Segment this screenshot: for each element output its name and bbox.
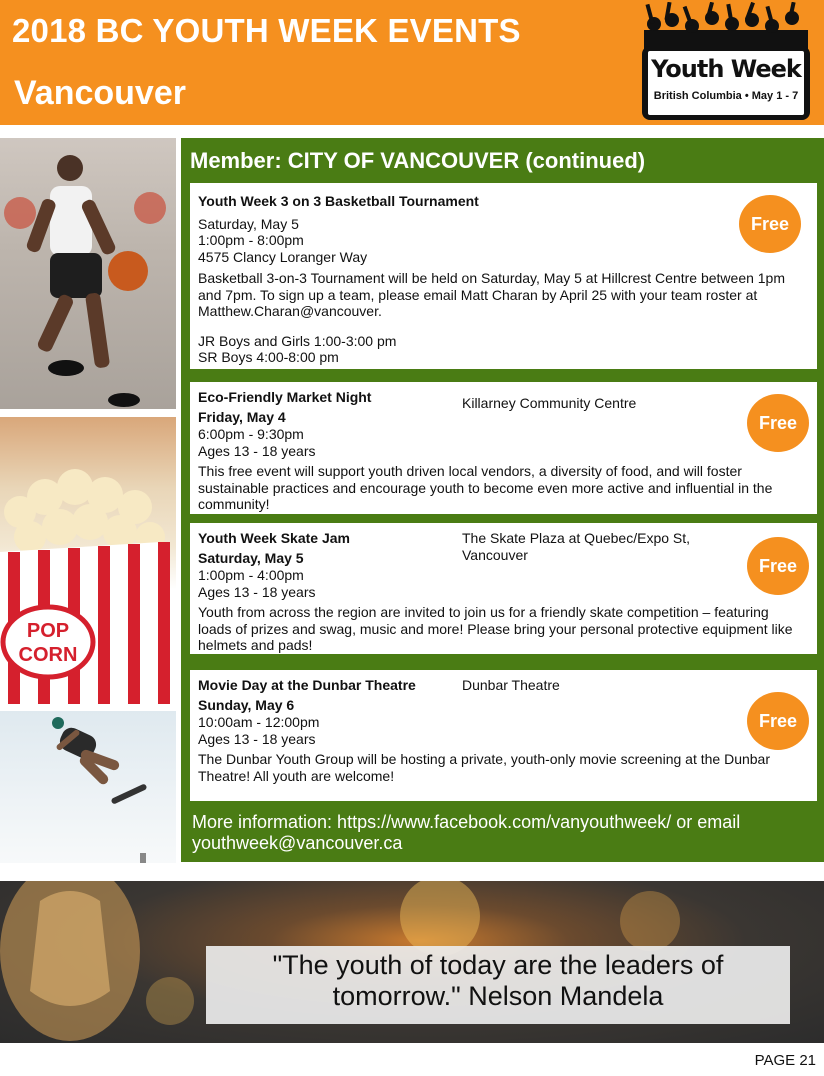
event-ages: Ages 13 - 18 years: [198, 731, 316, 747]
quote-banner: [0, 881, 824, 1043]
logo-tagline: British Columbia • May 1 - 7: [653, 90, 799, 102]
event-note: SR Boys 4:00-8:00 pm: [198, 349, 339, 365]
page-title: 2018 BC YOUTH WEEK EVENTS: [12, 12, 521, 49]
event-title: Movie Day at the Dunbar Theatre: [198, 677, 416, 693]
svg-text:POP: POP: [26, 620, 70, 642]
skateboarder-photo: [0, 711, 176, 863]
event-card-basketball: [190, 183, 817, 369]
member-heading: Member: CITY OF VANCOUVER (continued): [190, 148, 646, 173]
events-panel: [181, 138, 824, 862]
basketball-player-photo: [0, 138, 176, 409]
event-location: Killarney Community Centre: [462, 395, 637, 411]
youth-week-logo: [640, 2, 812, 122]
event-card-skate: [190, 523, 817, 654]
event-description: This free event will support youth driven local vendors, a diversity of food, and will foster sustainable practices and encourage youth to become even more active and influential in the community!: [198, 463, 773, 512]
free-badge: Free: [747, 537, 809, 595]
event-date: Friday, May 4: [198, 409, 286, 425]
event-description: Youth from across the region are invited to join us for a friendly skate competition – featuring loads of prizes and swag, music and more! Please bring your personal protective equipment like helmets and pads!: [198, 604, 793, 653]
page-header: [0, 0, 824, 125]
free-badge: Free: [747, 394, 809, 452]
event-card-market: [190, 382, 817, 514]
svg-text:CORN: CORN: [18, 644, 78, 666]
more-information: More information: https://www.facebook.com/vanyouthweek/ or email youthweek@vancouver.ca: [192, 812, 741, 853]
page-number: PAGE 21: [754, 1052, 816, 1069]
event-date: Sunday, May 6: [198, 697, 295, 713]
event-note: JR Boys and Girls 1:00-3:00 pm: [198, 333, 397, 349]
event-time: 1:00pm - 8:00pm: [198, 232, 304, 248]
free-badge: Free: [747, 692, 809, 750]
event-ages: Ages 13 - 18 years: [198, 584, 316, 600]
event-description: The Dunbar Youth Group will be hosting a private, youth-only movie screening at the Dunbar Theatre! All youth are welcome!: [198, 751, 771, 784]
event-ages: Ages 13 - 18 years: [198, 443, 316, 459]
event-title: Eco-Friendly Market Night: [198, 389, 372, 405]
event-time: 6:00pm - 9:30pm: [198, 426, 304, 442]
crowd-silhouette-icon: [640, 2, 812, 52]
event-date: Saturday, May 5: [198, 550, 304, 566]
event-card-movie: [190, 670, 817, 801]
event-date: Saturday, May 5: [198, 216, 299, 232]
mandela-quote: "The youth of today are the leaders of tomorrow." Nelson Mandela: [272, 950, 724, 1011]
logo-wordmark: Youth Week: [651, 55, 801, 83]
event-time: 1:00pm - 4:00pm: [198, 567, 304, 583]
free-badge: Free: [739, 195, 801, 253]
event-time: 10:00am - 12:00pm: [198, 714, 320, 730]
popcorn-photo: [0, 417, 176, 704]
event-title: Youth Week Skate Jam: [198, 530, 350, 546]
event-title: Youth Week 3 on 3 Basketball Tournament: [198, 193, 479, 209]
page-subtitle: Vancouver: [14, 74, 186, 112]
event-address: 4575 Clancy Loranger Way: [198, 249, 368, 265]
event-location: The Skate Plaza at Quebec/Expo St, Vancouver: [462, 530, 691, 563]
event-location: Dunbar Theatre: [462, 677, 560, 693]
event-description: Basketball 3-on-3 Tournament will be held on Saturday, May 5 at Hillcrest Centre between 1pm and 7pm. To sign up a team, please email Matt Charan by April 25 with your team roster at Matthew.Charan@vancouver.: [198, 270, 786, 319]
